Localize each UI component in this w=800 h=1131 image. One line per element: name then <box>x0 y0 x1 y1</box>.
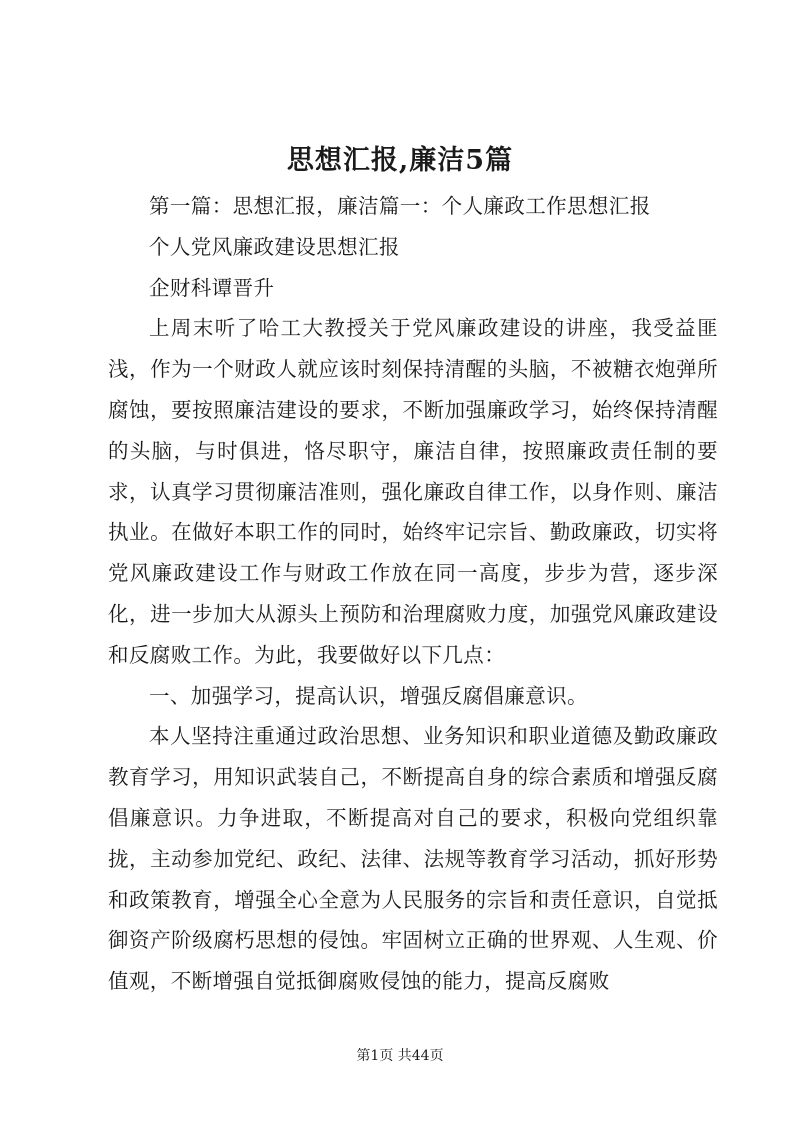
body-paragraph: 本人坚持注重通过政治思想、业务知识和职业道德及勤政廉政教育学习，用知识武装自己，不断提高自身的综合素质和增强反腐倡廉意识。力争进取，不断提高对自己的要求，积极向党组织靠拢，主动参加党纪、政纪、法律、法规等教育学习活动，抓好形势和政策教育，增强全心全意为人民服务的宗旨和责任意识，自觉抵御资产阶级腐朽思想的侵蚀。牢固树立正确的世界观、人生观、价值观，不断增强自觉抵御腐败侵蚀的能力，提高反腐败 <box>108 724 718 994</box>
author-line: 企财科谭晋升 <box>149 275 275 300</box>
document-body <box>108 186 718 1002</box>
point-heading: 一、加强学习，提高认识，增强反腐倡廉意识。 <box>149 683 588 708</box>
document-title: 思想汇报,廉洁5篇 <box>286 145 514 176</box>
report-title: 个人党风廉政建设思想汇报 <box>149 234 400 259</box>
section-heading: 第一篇：思想汇报，廉洁篇一：个人廉政工作思想汇报 <box>149 194 651 218</box>
body-paragraph: 上周末听了哈工大教授关于党风廉政建设的讲座，我受益匪浅，作为一个财政人就应该时刻保持清醒的头脑，不被糖衣炮弹所腐蚀，要按照廉洁建设的要求，不断加强廉政学习，始终保持清醒的头脑，与时俱进，恪尽职守，廉洁自律，按照廉政责任制的要求，认真学习贯彻廉洁准则，强化廉政自律工作，以身作则、廉洁执业。在做好本职工作的同时，始终牢记宗旨、勤政廉政，切实将党风廉政建设工作与财政工作放在同一高度，步步为营，逐步深化，进一步加大从源头上预防和治理腐败力度，加强党风廉政建设和反腐败工作。为此，我要做好以下几点： <box>108 316 718 667</box>
page-number: 第1页 共44页 <box>356 1048 444 1064</box>
